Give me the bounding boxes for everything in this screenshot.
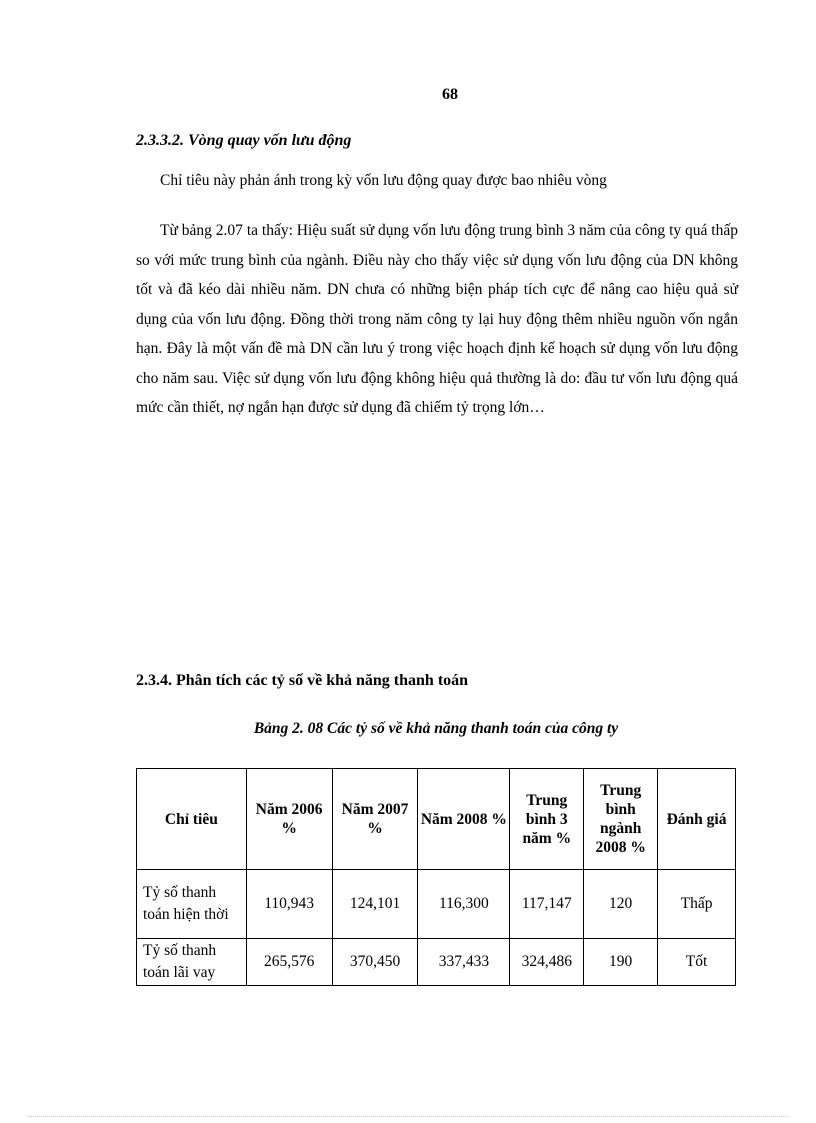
page-number: 68 xyxy=(442,86,458,103)
row-label: Tỷ số thanh toán lãi vay xyxy=(137,939,247,986)
header-nam-2008: Năm 2008 % xyxy=(418,769,510,870)
cell-2007: 124,101 xyxy=(332,870,418,939)
section-heading-vong-quay: 2.3.3.2. Vòng quay vốn lưu động xyxy=(136,132,352,149)
table-header-row xyxy=(137,769,736,870)
ratios-table xyxy=(136,768,736,986)
page-bottom-rule xyxy=(28,1116,788,1117)
cell-2008: 116,300 xyxy=(418,870,510,939)
table-row xyxy=(137,939,736,986)
section-heading-kha-nang-thanh-toan: 2.3.4. Phân tích các tỷ số về khả năng thanh toán xyxy=(136,672,469,689)
cell-industry-avg: 190 xyxy=(584,939,658,986)
cell-2008: 337,433 xyxy=(418,939,510,986)
cell-2007: 370,450 xyxy=(332,939,418,986)
cell-industry-avg: 120 xyxy=(584,870,658,939)
cell-avg-3-years: 324,486 xyxy=(510,939,584,986)
analysis-paragraph: Từ bảng 2.07 ta thấy: Hiệu suất sử dụng vốn lưu động trung bình 3 năm của công ty quá thấp so với mức trung bình của ngành. Điều này cho thấy việc sử dụng vốn lưu động của DN không tốt và đã kéo dài nhiều năm. DN chưa có những biện pháp tích cực để nâng cao hiệu quả sử dụng của vốn lưu động. Đồng thời trong năm công ty lại huy động thêm nhiều nguồn vốn ngắn hạn. Đây là một vấn đề mà DN cần lưu ý trong việc hoạch định kế hoạch sử dụng vốn lưu động cho năm sau. Việc sử dụng vốn lưu động không hiệu quả thường là do: đầu tư vốn lưu động quá mức cần thiết, nợ ngắn hạn được sử dụng đã chiếm tỷ trọng lớn… xyxy=(136,222,738,416)
cell-avg-3-years: 117,147 xyxy=(510,870,584,939)
header-chi-tieu: Chỉ tiêu xyxy=(137,769,247,870)
header-nam-2007: Năm 2007 % xyxy=(332,769,418,870)
header-trung-binh-nganh: Trung bình ngành 2008 % xyxy=(584,769,658,870)
table-caption: Bảng 2. 08 Các tỷ số về khả năng thanh toán của công ty xyxy=(253,720,619,737)
cell-2006: 265,576 xyxy=(246,939,332,986)
cell-2006: 110,943 xyxy=(246,870,332,939)
header-trung-binh-3-nam: Trung bình 3 năm % xyxy=(510,769,584,870)
row-label: Tỷ số thanh toán hiện thời xyxy=(137,870,247,939)
cell-rating: Thấp xyxy=(658,870,736,939)
table-row xyxy=(137,870,736,939)
header-danh-gia: Đánh giá xyxy=(658,769,736,870)
header-nam-2006: Năm 2006 % xyxy=(246,769,332,870)
section-intro-text: Chỉ tiêu này phản ánh trong kỳ vốn lưu động quay được bao nhiêu vòng xyxy=(160,172,607,189)
cell-rating: Tốt xyxy=(658,939,736,986)
